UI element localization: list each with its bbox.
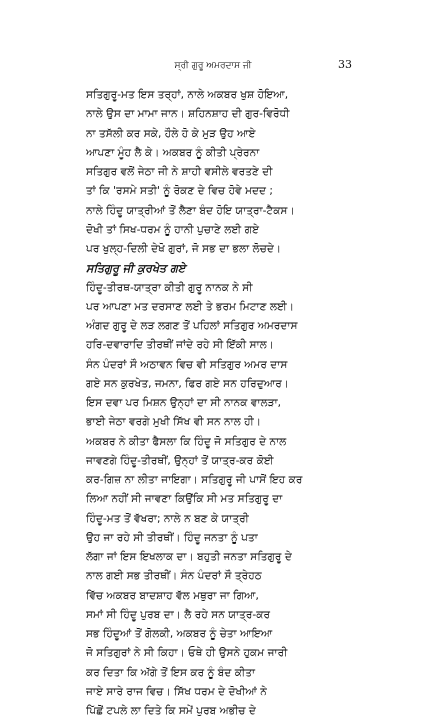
verse-line: ਸਤਿਗੁਰ ਵਲੋਂ ਜੇਠਾ ਜੀ ਨੇ ਸ਼ਾਹੀ ਵਸੀਲੇ ਵਰਤਣੇ ਦੀ: [86, 166, 273, 178]
verse-line: ਭਾਈ ਜੇਠਾ ਵਰਗੇ ਮੁਖੀ ਸਿੱਖ ਵੀ ਸਨ ਨਾਲ ਹੀ।: [86, 416, 261, 429]
verse-line: ਅਕਬਰ ਨੇ ਕੀਤਾ ਫੈਸਲਾ ਕਿ ਹਿੰਦੂ ਜੋ ਸਤਿਗੁਰ ਦੇ ਨਾਲ: [86, 435, 287, 448]
section-heading: ਸਤਿਗੁਰੂ ਜੀ ਕੁਰਖੇਤ ਗਏ: [86, 262, 186, 276]
verse-line: ਅੰਗਦ ਗੁਰੂ ਦੇ ਲੜ ਲਗਣ ਤੋਂ ਪਹਿਲਾਂ ਸਤਿਗੁਰ ਅਮਰਦਾਸ: [86, 320, 298, 332]
running-head: ਸ੍ਰੀ ਗੁਰੂ ਅਮਰਦਾਸ ਜੀ: [174, 61, 252, 71]
verse-line: ਹਰਿ-ਦਵਾਰਾਦਿ ਤੀਰਥੀਂ ਜਾਂਦੇ ਰਹੇ ਸੀ ਇੱਕੀ ਸਾਲ।: [86, 339, 274, 352]
verse-line: ਜਾਏ ਸਾਰੇ ਰਾਜ ਵਿਚ। ਸਿੱਖ ਧਰਮ ਦੇ ਦੋਖੀਆਂ ਨੇ: [86, 685, 267, 698]
verse-line: ਨਾਲ ਗਈ ਸਭ ਤੀਰਥੀਂ। ਸੰਨ ਪੰਦਰਾਂ ਸੌ ਤ੍ਰੇਹਠ: [86, 570, 262, 583]
verse-line: ਕਰ ਦਿਤਾ ਕਿ ਅੱਗੇ ਤੋਂ ਇਸ ਕਰ ਨੂੰ ਬੰਦ ਕੀਤਾ: [86, 666, 256, 679]
verse-line: ਗਏ ਸਨ ਕੁਰਖੇਤ, ਜਮਨਾ, ਫਿਰ ਗਏ ਸਨ ਹਰਿਦੁਆਰ।: [86, 377, 289, 390]
verse-line: ਨਾਲੇ ਉਸ ਦਾ ਮਾਮਾ ਜਾਨ। ਸ਼ਹਿਨਸ਼ਾਹ ਦੀ ਗੁਰ-ਵਿਰੋਧੀ: [86, 108, 290, 121]
verse-line: ਆਪਣਾ ਮੂੰਹ ਲੈ ਕੇ। ਅਕਬਰ ਨੂੰ ਕੀਤੀ ਪ੍ਰੇਰਨਾ: [86, 146, 260, 159]
verse-body: [86, 86, 386, 721]
verse-line: ਹਿੰਦੂ-ਮਤ ਤੋਂ ਵੱਖਰਾ; ਨਾਲੇ ਨ ਬਣ ਕੇ ਯਾਤ੍ਰੀ: [86, 512, 249, 525]
verse-line: ਵਿੱਚ ਅਕਬਰ ਬਾਦਸ਼ਾਹ ਵੱਲ ਮਥੁਰਾ ਜਾ ਗਿਆ,: [86, 589, 259, 602]
verse-line: ਲਿਆ ਨਹੀਂ ਸੀ ਜਾਵਣਾ ਕਿਉਂਕਿ ਸੀ ਮਤ ਸਤਿਗੁਰੂ ਦਾ: [86, 493, 283, 506]
verse-line: ਨਾ ਤਸੱਲੀ ਕਰ ਸਕੇ, ਹੌਲੇ ਹੋ ਕੇ ਮੁੜ ਉਹ ਆਏ: [86, 127, 256, 140]
verse-line: ਸੰਨ ਪੰਦਰਾਂ ਸੌ ਅਠਾਵਨ ਵਿਚ ਵੀ ਸਤਿਗੁਰ ਅਮਰ ਦਾਸ: [86, 358, 288, 371]
page-number: 33: [338, 58, 352, 71]
verse-line: ਜਾਵਣਗੇ ਹਿੰਦੂ-ਤੀਰਥੀਂ, ਉਨ੍ਹਾਂ ਤੋਂ ਯਾਤ੍ਰ-ਕਰ ਕੋਈ: [86, 454, 274, 467]
verse-line: ਸਭ ਹਿੰਦੂਆਂ ਤੋਂ ਗੋਲਕੀ, ਅਕਬਰ ਨੂੰ ਚੇਤਾ ਆਇਆ: [86, 628, 273, 640]
verse-line: ਪਿੱਛੋਂ ਟਪਲੇ ਲਾ ਦਿਤੇ ਕਿ ਸਮੇਂ ਪੁਰਬ ਅਭੀਚ ਦੇ: [86, 705, 256, 717]
verse-line: ਪਰ ਖੁਲ੍ਹ-ਦਿਲੀ ਦੇਖੋ ਗੁਰਾਂ, ਜੋ ਸਭ ਦਾ ਭਲਾ ਲੋਚਦੇ।: [86, 243, 282, 255]
verse-line: ਉਹ ਜਾ ਰਹੇ ਸੀ ਤੀਰਥੀਂ। ਹਿੰਦੂ ਜਨਤਾ ਨੂੰ ਪਤਾ: [86, 531, 258, 544]
verse-line: ਪਰ ਆਪਣਾ ਮਤ ਦਰਸਾਣ ਲਈ ਤੇ ਭਰਮ ਮਿਟਾਣ ਲਈ।: [86, 300, 294, 313]
verse-line: ਤਾਂ ਕਿ 'ਰਸਮੇ ਸਤੀ' ਨੂੰ ਰੋਕਣ ਦੇ ਵਿਚ ਹੋਵੇ ਮਦਦ ;: [86, 185, 274, 198]
verse-line: ਲੱਗਾ ਜਾਂ ਇਸ ਇਖਲਾਕ ਦਾ। ਬਹੁਤੀ ਜਨਤਾ ਸਤਿਗੁਰੂ ਦੇ: [86, 551, 292, 563]
verse-line: ਸਤਿਗੁਰੂ-ਮਤ ਇਸ ਤਰ੍ਹਾਂ, ਨਾਲੇ ਅਕਬਰ ਖੁਸ਼ ਹੋਇਆ,: [86, 89, 289, 101]
verse-line: ਨਾਲੇ ਹਿੰਦੂ ਯਾਤ੍ਰੀਆਂ ਤੋਂ ਲੈਣਾ ਬੰਦ ਹੋਇ ਯਾਤ੍ਰਾ-ਟੈਕਸ।: [86, 204, 295, 217]
verse-line: ਕਰ-ਗਿਜ਼ ਨਾ ਲੀਤਾ ਜਾਇਗਾ। ਸਤਿਗੁਰੂ ਜੀ ਪਾਸੋਂ ਇਹ ਕਰ: [86, 474, 303, 486]
verse-line: ਹਿੰਦੂ-ਤੀਰਥ-ਯਾਤ੍ਰਾ ਕੀਤੀ ਗੁਰੂ ਨਾਨਕ ਨੇ ਸੀ: [86, 281, 253, 294]
verse-line: ਦੋਖੀ ਤਾਂ ਸਿਖ-ਧਰਮ ਨੂੰ ਹਾਨੀ ਪੁਚਾਣੇ ਲਈ ਗਏ: [86, 223, 260, 236]
verse-line: ਸਮਾਂ ਸੀ ਹਿੰਦੂ ਪੁਰਬ ਦਾ। ਲੈ ਰਹੇ ਸਨ ਯਾਤ੍ਰ-ਕਰ: [86, 608, 271, 621]
verse-line: ਇਸ ਦਵਾ ਪਰ ਮਿਸ਼ਨ ਉਨ੍ਹਾਂ ਦਾ ਸੀ ਨਾਨਕ ਵਾਲੜਾ,: [86, 397, 282, 409]
verse-line: ਜੋ ਸਤਿਗੁਰਾਂ ਨੇ ਸੀ ਕਿਹਾ। ਓਥੇ ਹੀ ਉਸਨੇ ਹੁਕਮ ਜਾਰੀ: [86, 647, 288, 660]
